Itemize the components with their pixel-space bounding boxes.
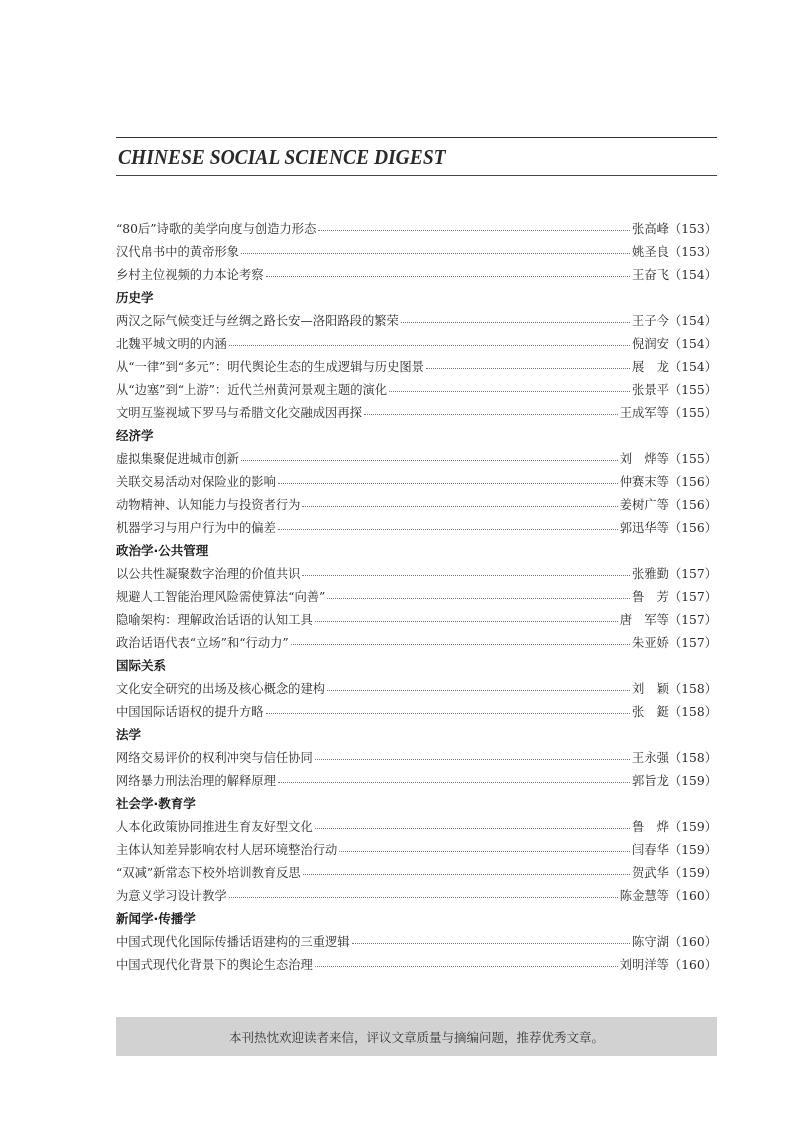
page-number: （159） xyxy=(668,773,717,788)
article-author: 倪润安 xyxy=(632,336,669,351)
page-number: （156） xyxy=(668,497,717,512)
article-author: 王永强 xyxy=(632,750,669,765)
toc-entry[interactable] xyxy=(116,630,717,653)
masthead-rule xyxy=(116,175,717,176)
page-number: （158） xyxy=(668,750,717,765)
section-heading: 社会学·教育学 xyxy=(116,795,196,811)
article-author: 王奋飞 xyxy=(632,267,669,282)
dot-leader xyxy=(339,851,630,852)
toc-entry[interactable] xyxy=(116,768,717,791)
article-title: 主体认知差异影响农村人居环境整治行动 xyxy=(116,842,338,857)
article-author: 刘 颖 xyxy=(632,681,669,696)
article-title: 中国国际话语权的提升方略 xyxy=(116,704,264,719)
section-heading: 法学 xyxy=(116,726,142,742)
table-of-contents xyxy=(116,216,717,975)
page-number: （155） xyxy=(668,451,717,466)
article-title: 动物精神、认知能力与投资者行为 xyxy=(116,497,301,512)
section-heading: 政治学·公共管理 xyxy=(116,542,209,558)
dot-leader xyxy=(389,391,630,392)
article-title: 从“一律”到“多元”：明代舆论生态的生成逻辑与历史图景 xyxy=(116,359,424,374)
article-author: 展 龙 xyxy=(632,359,669,374)
article-author: 闫春华 xyxy=(632,842,669,857)
article-title: 隐喻架构：理解政治话语的认知工具 xyxy=(116,612,313,627)
page-number: （158） xyxy=(668,681,717,696)
dot-leader xyxy=(401,322,630,323)
toc-entry[interactable] xyxy=(116,446,717,469)
article-author: 仲赛末等 xyxy=(619,474,669,489)
reader-notice-text: 本刊热忱欢迎读者来信，评议文章质量与摘编问题，推荐优秀文章。 xyxy=(228,1029,604,1045)
article-title: 北魏平城文明的内涵 xyxy=(116,336,227,351)
toc-entry[interactable] xyxy=(116,699,717,722)
article-title: 乡村主位视频的力本论考察 xyxy=(116,267,264,282)
page-number: （154） xyxy=(668,267,717,282)
page-number: （153） xyxy=(668,221,717,236)
article-author: 刘明洋等 xyxy=(619,957,669,972)
dot-leader xyxy=(229,345,630,346)
article-author: 鲁 烨 xyxy=(632,819,669,834)
dot-leader xyxy=(315,966,618,967)
page-number: （155） xyxy=(668,382,717,397)
article-title: 两汉之际气候变迁与丝绸之路长安—洛阳路段的繁荣 xyxy=(116,313,399,328)
article-author: 刘 烨等 xyxy=(619,451,669,466)
article-author: 郭迅华等 xyxy=(619,520,669,535)
article-title: 从“边塞”到“上游”：近代兰州黄河景观主题的演化 xyxy=(116,382,388,397)
top-rule xyxy=(116,137,717,138)
toc-entry[interactable] xyxy=(116,492,717,515)
dot-leader xyxy=(327,690,630,691)
section-heading: 国际关系 xyxy=(116,657,167,673)
toc-entry[interactable] xyxy=(116,515,717,538)
article-title: 规避人工智能治理风险需使算法“向善” xyxy=(116,589,326,604)
article-title: 文明互鉴视域下罗马与希腊文化交融成因再探 xyxy=(116,405,362,420)
toc-entry[interactable] xyxy=(116,239,717,262)
section-heading: 历史学 xyxy=(116,289,154,305)
article-author: 姜树广等 xyxy=(619,497,669,512)
toc-entry[interactable] xyxy=(116,262,717,285)
dot-leader xyxy=(315,759,630,760)
dot-leader xyxy=(364,414,618,415)
toc-entry[interactable] xyxy=(116,860,717,883)
article-author: 张 鋌 xyxy=(632,704,669,719)
article-title: 关联交易活动对保险业的影响 xyxy=(116,474,276,489)
toc-entry[interactable] xyxy=(116,607,717,630)
article-author: 王成军等 xyxy=(619,405,669,420)
toc-entry[interactable] xyxy=(116,883,717,906)
article-author: 唐 军等 xyxy=(619,612,669,627)
article-title: 网络交易评价的权利冲突与信任协同 xyxy=(116,750,313,765)
article-title: 为意义学习设计教学 xyxy=(116,888,227,903)
toc-entry[interactable] xyxy=(116,561,717,584)
page-number: （153） xyxy=(668,244,717,259)
page-number: （154） xyxy=(668,336,717,351)
dot-leader xyxy=(241,460,618,461)
article-title: 政治话语代表“立场”和“行动力” xyxy=(116,635,289,650)
dot-leader xyxy=(278,782,630,783)
article-title: “双减”新常态下校外培训教育反思 xyxy=(116,865,301,880)
toc-entry[interactable] xyxy=(116,929,717,952)
article-author: 姚圣良 xyxy=(632,244,669,259)
page-number: （154） xyxy=(668,313,717,328)
toc-entry[interactable] xyxy=(116,676,717,699)
page-number: （157） xyxy=(668,612,717,627)
dot-leader xyxy=(426,368,630,369)
dot-leader xyxy=(278,529,618,530)
dot-leader xyxy=(291,644,630,645)
article-title: 人本化政策协同推进生育友好型文化 xyxy=(116,819,313,834)
reader-notice-banner xyxy=(116,1017,717,1056)
page-number: （156） xyxy=(668,520,717,535)
dot-leader xyxy=(266,276,630,277)
article-author: 郭旨龙 xyxy=(632,773,669,788)
page-number: （158） xyxy=(668,704,717,719)
toc-entry[interactable] xyxy=(116,354,717,377)
article-title: 文化安全研究的出场及核心概念的建构 xyxy=(116,681,326,696)
toc-entry[interactable] xyxy=(116,216,717,239)
article-title: 机器学习与用户行为中的偏差 xyxy=(116,520,276,535)
dot-leader xyxy=(315,828,630,829)
article-author: 陈金慧等 xyxy=(619,888,669,903)
dot-leader xyxy=(327,598,630,599)
toc-entry[interactable] xyxy=(116,469,717,492)
dot-leader xyxy=(318,230,630,231)
article-author: 张高峰 xyxy=(632,221,669,236)
article-author: 鲁 芳 xyxy=(632,589,669,604)
article-title: 以公共性凝聚数字治理的价值共识 xyxy=(116,566,301,581)
article-author: 王子今 xyxy=(632,313,669,328)
page-number: （157） xyxy=(668,635,717,650)
page-number: （159） xyxy=(668,819,717,834)
dot-leader xyxy=(303,874,630,875)
page-number: （160） xyxy=(668,957,717,972)
dot-leader xyxy=(229,897,618,898)
toc-entry[interactable] xyxy=(116,377,717,400)
article-title: 虚拟集聚促进城市创新 xyxy=(116,451,239,466)
toc-entry[interactable] xyxy=(116,814,717,837)
article-author: 陈守湖 xyxy=(632,934,669,949)
journal-masthead: CHINESE SOCIAL SCIENCE DIGEST xyxy=(118,145,446,169)
page-number: （160） xyxy=(668,888,717,903)
article-title: 网络暴力刑法治理的解释原理 xyxy=(116,773,276,788)
article-title: 汉代帛书中的黄帝形象 xyxy=(116,244,239,259)
toc-entry[interactable] xyxy=(116,331,717,354)
page-number: （156） xyxy=(668,474,717,489)
dot-leader xyxy=(278,483,618,484)
page-number: （155） xyxy=(668,405,717,420)
article-author: 张景平 xyxy=(632,382,669,397)
article-author: 朱亚娇 xyxy=(632,635,669,650)
section-heading: 新闻学·传播学 xyxy=(116,910,196,926)
article-title: 中国式现代化背景下的舆论生态治理 xyxy=(116,957,313,972)
section-heading: 经济学 xyxy=(116,427,154,443)
article-author: 贺武华 xyxy=(632,865,669,880)
page-number: （157） xyxy=(668,589,717,604)
page-number: （159） xyxy=(668,865,717,880)
toc-entry[interactable] xyxy=(116,745,717,768)
toc-entry[interactable] xyxy=(116,837,717,860)
page-number: （160） xyxy=(668,934,717,949)
article-author: 张雅勤 xyxy=(632,566,669,581)
article-title: 中国式现代化国际传播话语建构的三重逻辑 xyxy=(116,934,350,949)
dot-leader xyxy=(352,943,630,944)
page-number: （157） xyxy=(668,566,717,581)
toc-entry[interactable] xyxy=(116,308,717,331)
toc-entry[interactable] xyxy=(116,952,717,975)
toc-entry[interactable] xyxy=(116,400,717,423)
dot-leader xyxy=(266,713,630,714)
article-title: “80后”诗歌的美学向度与创造力形态 xyxy=(116,221,317,236)
dot-leader xyxy=(241,253,630,254)
dot-leader xyxy=(302,575,630,576)
toc-entry[interactable] xyxy=(116,584,717,607)
dot-leader xyxy=(302,506,617,507)
dot-leader xyxy=(315,621,618,622)
page-number: （154） xyxy=(668,359,717,374)
page-number: （159） xyxy=(668,842,717,857)
